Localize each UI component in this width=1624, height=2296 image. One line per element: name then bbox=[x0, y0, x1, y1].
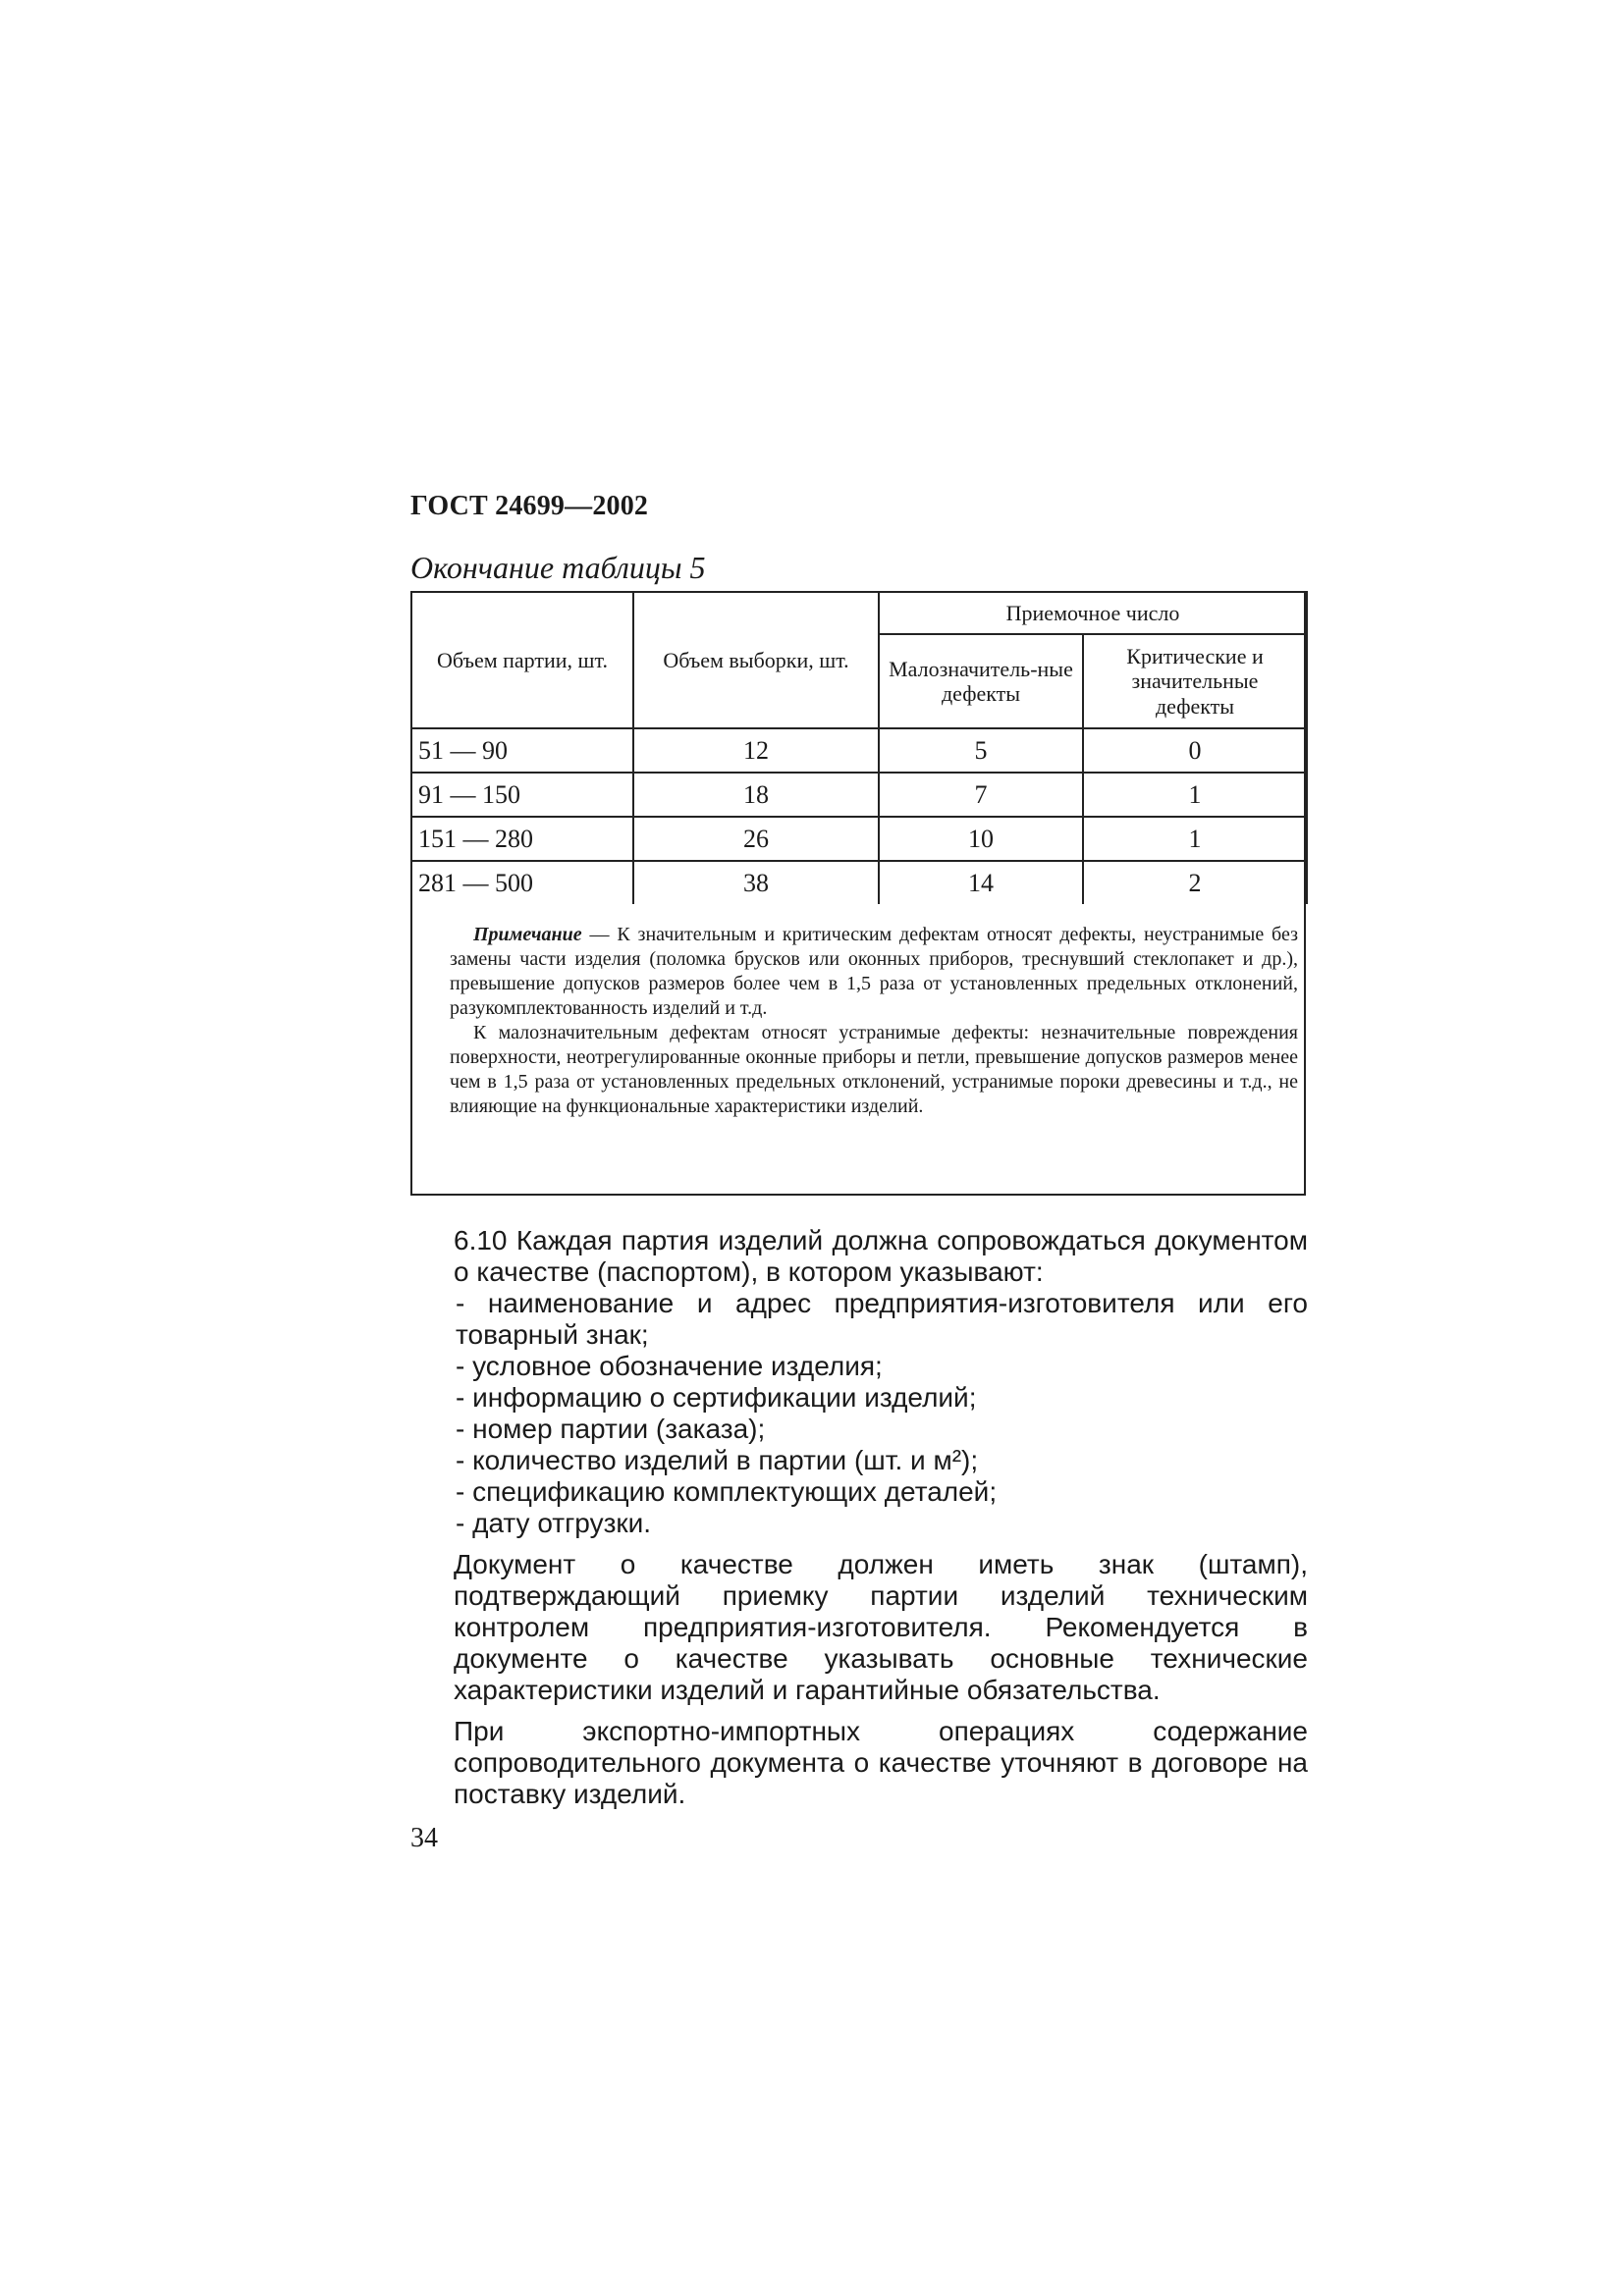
list-item: - спецификацию комплектующих деталей; bbox=[456, 1476, 998, 1507]
note-label: Примечание bbox=[473, 924, 582, 945]
table-caption: Окончание таблицы 5 bbox=[410, 550, 706, 585]
cell-lot: 51 — 90 bbox=[411, 728, 633, 773]
cell-sample: 18 bbox=[633, 773, 879, 817]
note-text: — К значительным и критическим дефектам относят дефекты, неустранимые без замены части изделия (поломка брусков или оконных приборов, треснувший стеклопакет и др.), превышение допусков размеров более чем в 1,5 раза от установленных предельных отклонений, разукомплектованность изделий и т.д. bbox=[450, 924, 1298, 1019]
header-lot-size: Объем партии, шт. bbox=[411, 592, 633, 728]
table-row bbox=[411, 817, 1307, 861]
header-acceptance-number: Приемочное число bbox=[879, 592, 1307, 634]
table-note bbox=[450, 923, 1298, 1119]
note-paragraph: К малозначительным дефектам относят устранимые дефекты: незначительные повреждения поверхности, неотрегулированные оконные приборы и петли, превышение допусков размеров менее чем в 1,5 раза от установленных предельных отклонений, устранимые пороки древесины и т.д., не влияющие на функциональные характеристики изделий. bbox=[450, 1022, 1298, 1117]
table-row bbox=[411, 728, 1307, 773]
cell-minor: 7 bbox=[879, 773, 1083, 817]
cell-lot: 281 — 500 bbox=[411, 861, 633, 904]
header-critical-defects: Критические и значительные дефекты bbox=[1083, 634, 1307, 728]
cell-sample: 26 bbox=[633, 817, 879, 861]
section-paragraph: 6.10 Каждая партия изделий должна сопровождаться документом о качестве (паспортом), в котором указывают: bbox=[454, 1225, 1308, 1287]
body-text bbox=[454, 1225, 1308, 1810]
cell-critical: 2 bbox=[1083, 861, 1307, 904]
table-row bbox=[411, 861, 1307, 904]
paragraph: Документ о качестве должен иметь знак (штамп), подтверждающий приемку партии изделий техническим контролем предприятия-изготовителя. Рекомендуется в документе о качестве указывать основные технические характеристики изделий и гарантийные обязательства. bbox=[454, 1549, 1308, 1705]
document-code: ГОСТ 24699—2002 bbox=[410, 491, 649, 521]
cell-sample: 12 bbox=[633, 728, 879, 773]
list-item: - условное обозначение изделия; bbox=[456, 1351, 883, 1381]
list-item: - информацию о сертификации изделий; bbox=[456, 1382, 977, 1413]
cell-minor: 5 bbox=[879, 728, 1083, 773]
note-paragraph bbox=[450, 923, 1298, 1021]
list-item: - наименование и адрес предприятия-изготовителя или его товарный знак; bbox=[456, 1288, 1308, 1350]
cell-critical: 1 bbox=[1083, 773, 1307, 817]
list-item: - количество изделий в партии (шт. и м²); bbox=[456, 1445, 979, 1475]
cell-minor: 14 bbox=[879, 861, 1083, 904]
cell-critical: 0 bbox=[1083, 728, 1307, 773]
acceptance-table bbox=[410, 591, 1308, 904]
cell-lot: 151 — 280 bbox=[411, 817, 633, 861]
list-item: - номер партии (заказа); bbox=[456, 1414, 766, 1444]
cell-lot: 91 — 150 bbox=[411, 773, 633, 817]
table-row bbox=[411, 773, 1307, 817]
cell-sample: 38 bbox=[633, 861, 879, 904]
list-item: - дату отгрузки. bbox=[456, 1508, 652, 1538]
header-sample-size: Объем выборки, шт. bbox=[633, 592, 879, 728]
header-minor-defects: Малозначитель-ные дефекты bbox=[879, 634, 1083, 728]
paragraph: При экспортно-импортных операциях содержание сопроводительного документа о качестве уточняют в договоре на поставку изделий. bbox=[454, 1716, 1308, 1809]
cell-minor: 10 bbox=[879, 817, 1083, 861]
page-number: 34 bbox=[410, 1823, 438, 1853]
cell-critical: 1 bbox=[1083, 817, 1307, 861]
